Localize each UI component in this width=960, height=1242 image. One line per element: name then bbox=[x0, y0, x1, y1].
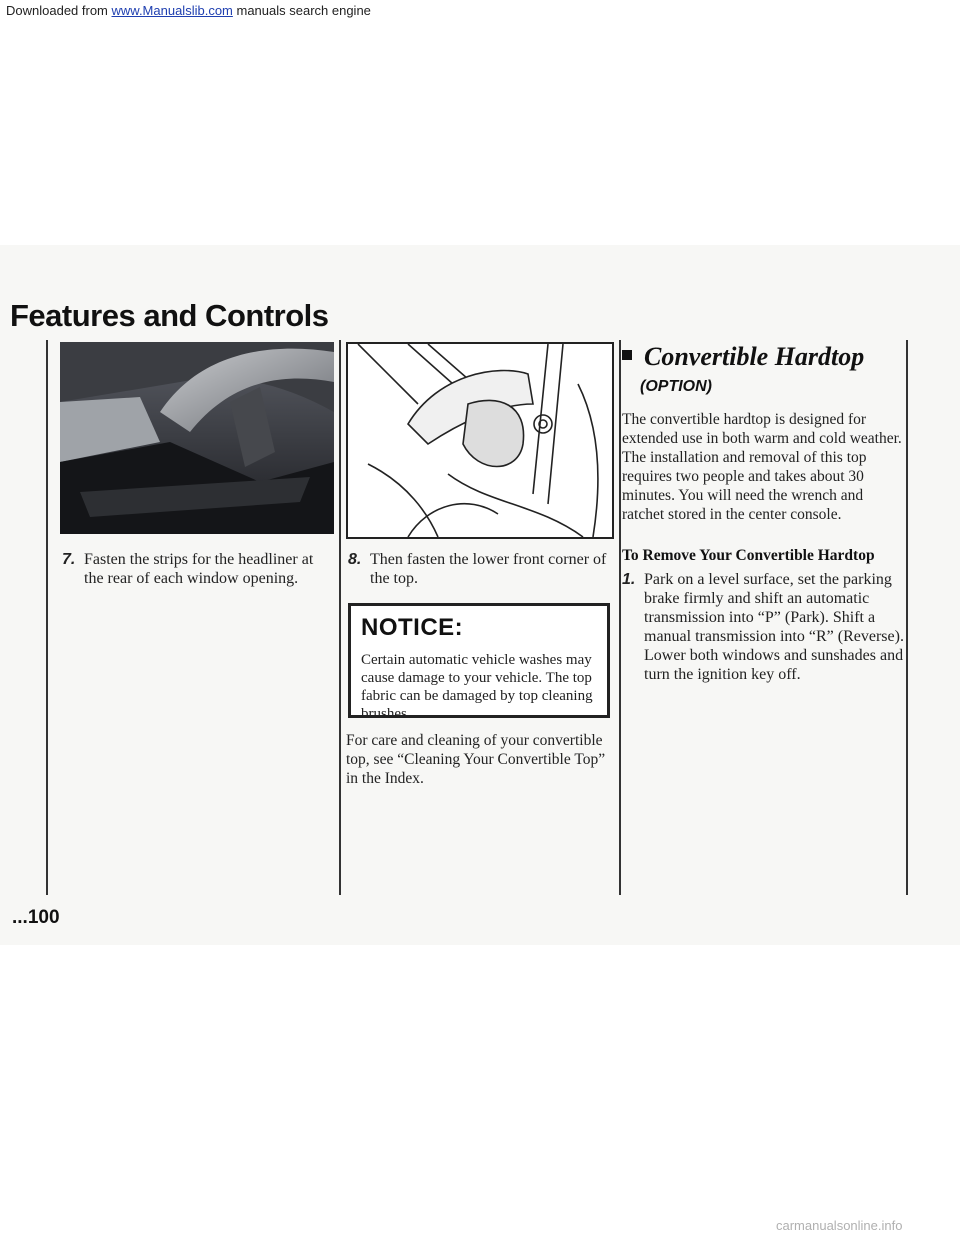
lower-front-corner-diagram bbox=[346, 342, 614, 539]
remove-hardtop-subhead: To Remove Your Convertible Hardtop bbox=[622, 547, 875, 564]
hardtop-intro: The convertible hardtop is designed for extended use in both warm and cold weather. The installation and removal of this top requires two people and takes about 30 minutes. You will need the wrench and ratchet stored in the center console. bbox=[622, 411, 902, 523]
column-divider-left bbox=[46, 340, 48, 895]
column-divider-2 bbox=[619, 340, 621, 895]
step-7 bbox=[62, 550, 334, 588]
page-number: ...100 bbox=[12, 907, 60, 928]
column-divider-right bbox=[906, 340, 908, 895]
site-watermark: carmanualsonline.info bbox=[776, 1218, 903, 1233]
banner-suffix: manuals search engine bbox=[232, 3, 371, 18]
step-8-number: 8. bbox=[348, 551, 362, 568]
headliner-photo bbox=[60, 342, 334, 534]
step-1-text: Park on a level surface, set the parking brake firmly and shift an automatic transmission into “P” (Park). Shift a manual transmission into “R” (Reverse). Lower both windows and sunshades and turn the ignition key off. bbox=[644, 571, 904, 683]
step-1 bbox=[622, 570, 906, 684]
step-1-number: 1. bbox=[622, 571, 636, 588]
hardtop-title: Convertible Hardtop bbox=[644, 342, 865, 371]
step-8 bbox=[348, 550, 616, 588]
heading-bullet-icon bbox=[622, 350, 632, 360]
section-title: Features and Controls bbox=[10, 298, 329, 333]
notice-box bbox=[348, 603, 610, 722]
step-8-text: Then fasten the lower front corner of the top. bbox=[370, 551, 607, 587]
corner-diagram-art bbox=[348, 344, 612, 537]
manualslib-link[interactable]: www.Manualslib.com bbox=[111, 3, 233, 18]
step-7-number: 7. bbox=[62, 551, 76, 568]
step-7-text: Fasten the strips for the headliner at the rear of each window opening. bbox=[84, 551, 314, 587]
care-paragraph: For care and cleaning of your convertible top, see “Cleaning Your Convertible Top” in the Index. bbox=[346, 732, 606, 787]
hardtop-heading bbox=[622, 342, 864, 372]
banner-prefix: Downloaded from bbox=[6, 3, 112, 18]
notice-title: NOTICE: bbox=[361, 614, 464, 641]
download-banner bbox=[0, 0, 960, 22]
column-divider-1 bbox=[339, 340, 341, 895]
headliner-photo-art bbox=[60, 342, 334, 534]
option-tag: (OPTION) bbox=[640, 378, 712, 395]
notice-body: Certain automatic vehicle washes may cause damage to your vehicle. The top fabric can be damaged by top cleaning brushes. bbox=[361, 652, 593, 722]
